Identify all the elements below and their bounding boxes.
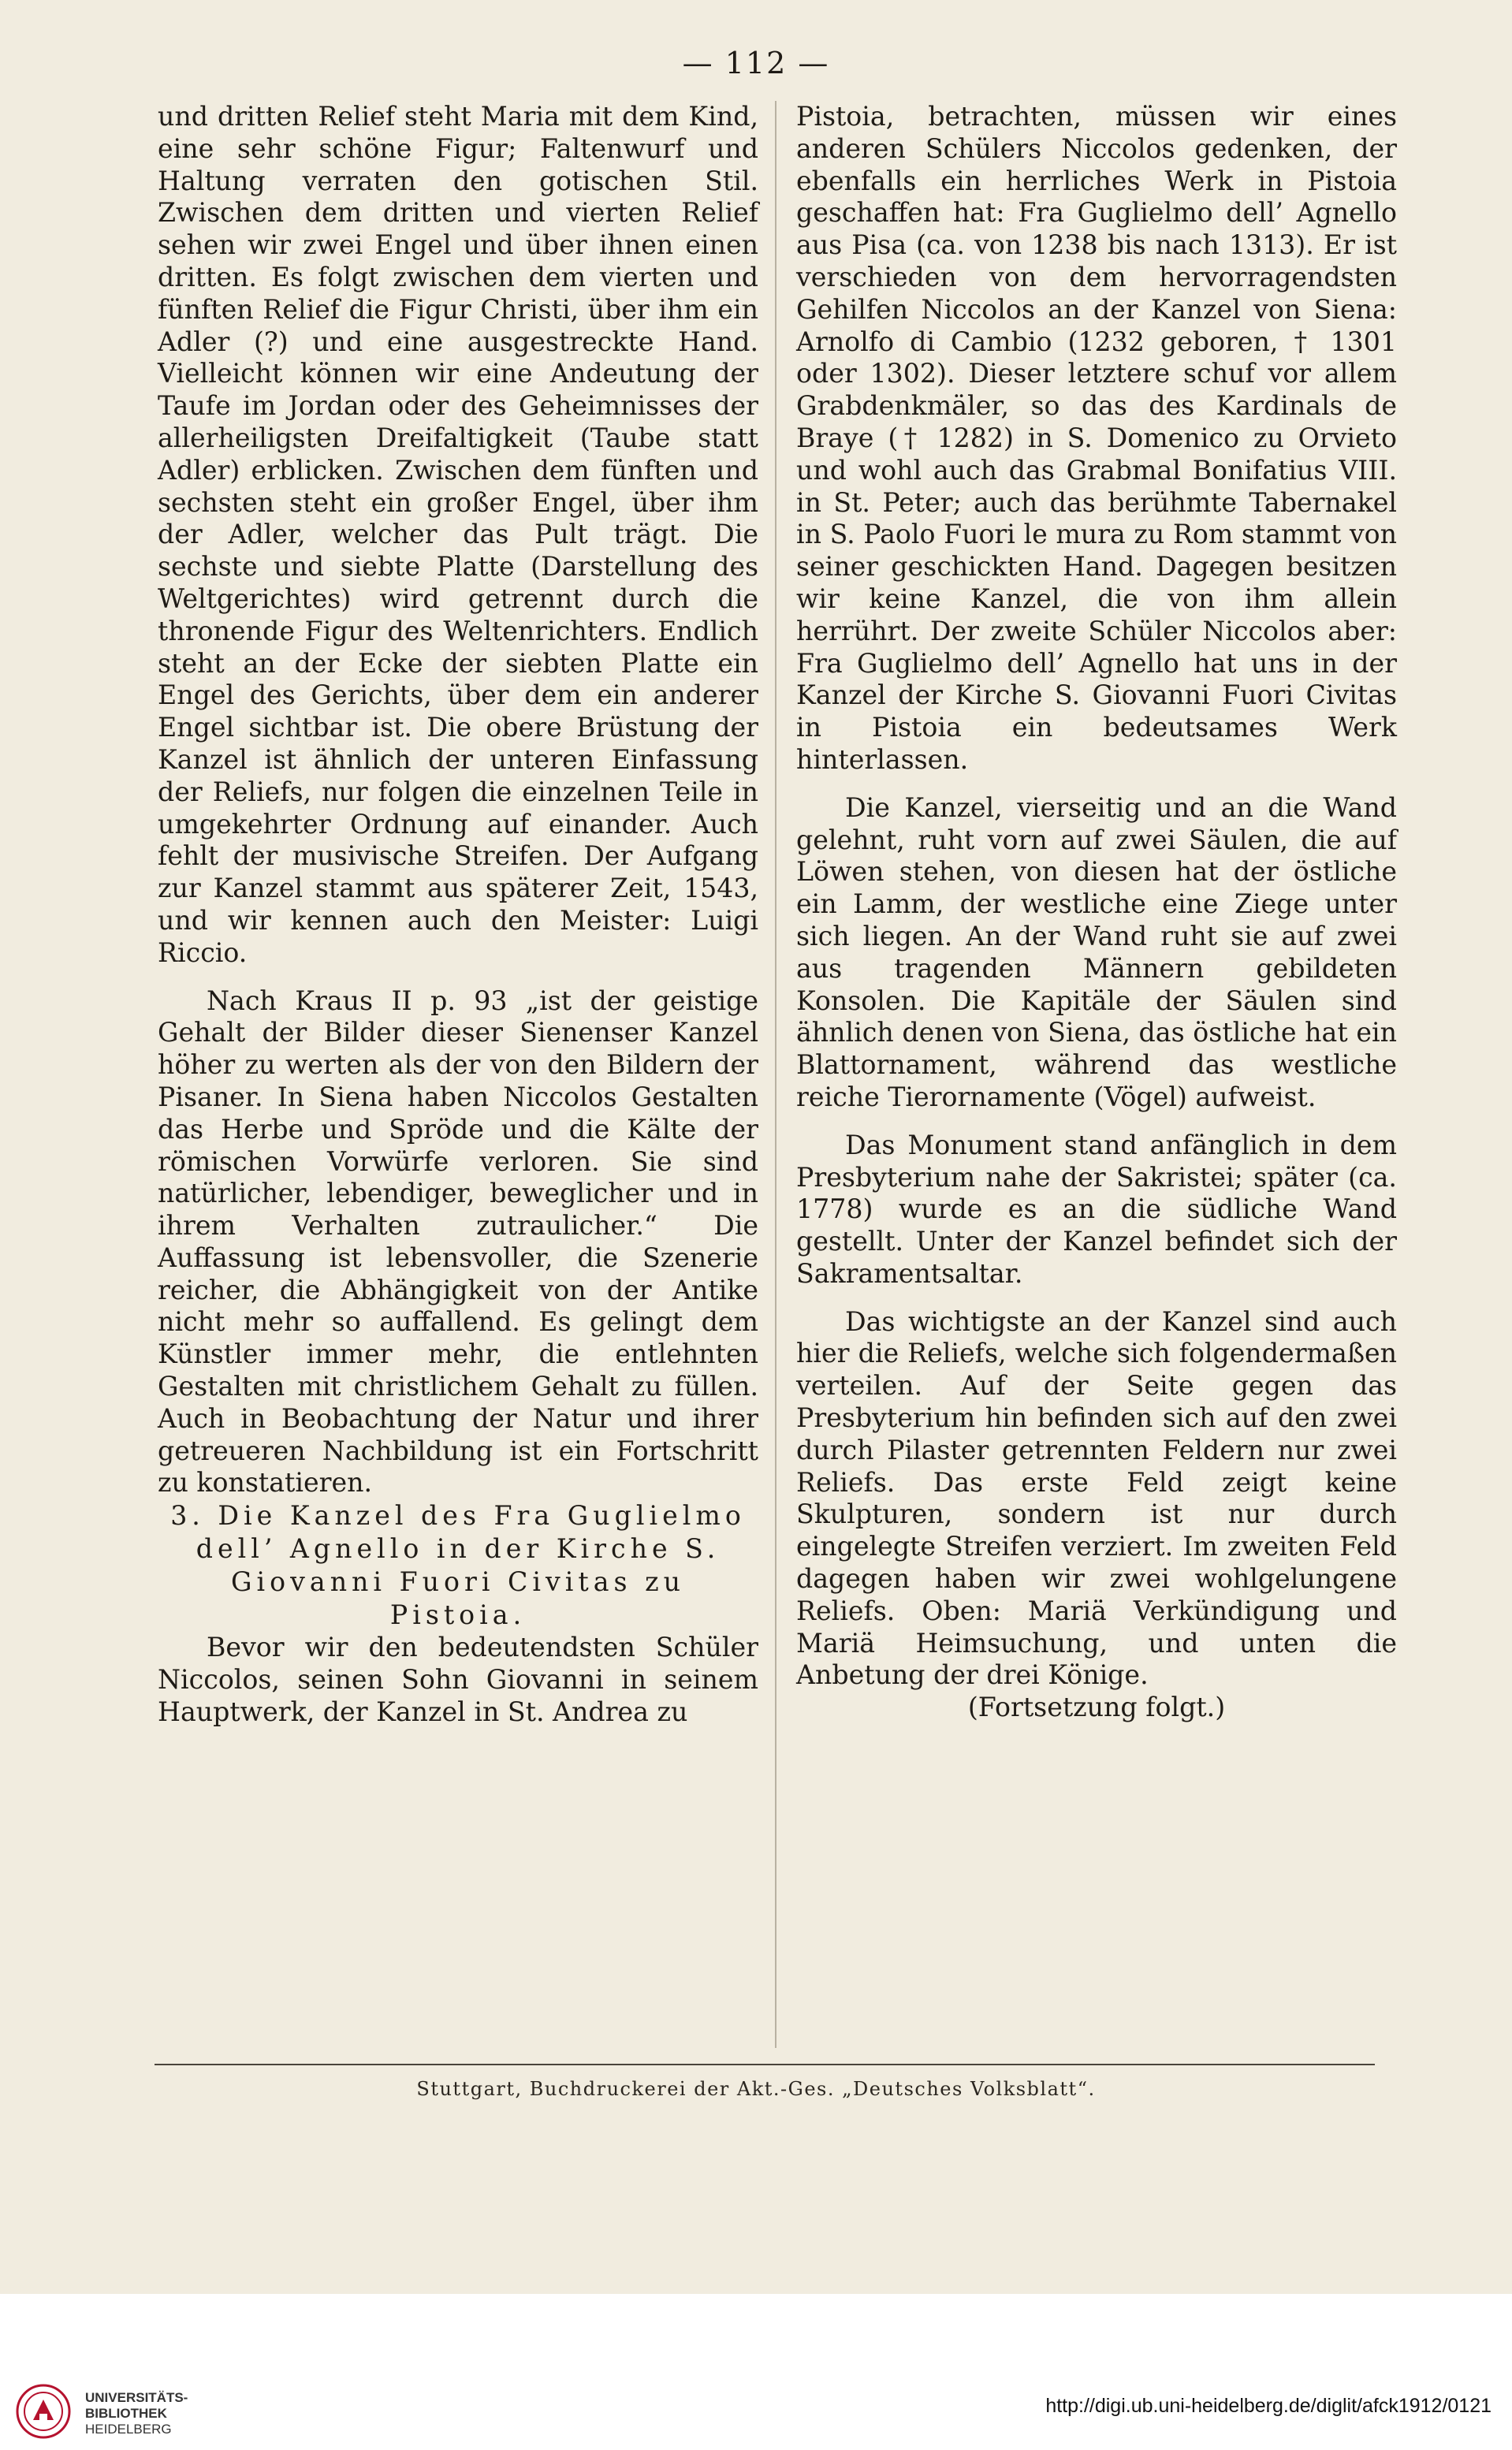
library-name [85,2390,188,2437]
permalink-url[interactable]: http://digi.ub.uni-heidelberg.de/diglit/afck1912/0121 [1045,2395,1492,2417]
paragraph: Das wichtigste an der Kanzel sind auch hier die Reliefs, welche sich folgendermaßen verteilen. Auf der Seite gegen das Presbyterium hin befinden sich auf den zwei durch Pilaster getrennten Feldern nur zwei Reliefs. Das erste Feld zeigt keine Skulpturen, sondern ist nur durch eingelegte Streifen verziert. Im zweiten Feld dagegen haben wir zwei wohlgelungene Reliefs. Oben: Mariä Verkündigung und Mariä Heimsuchung, und unten die Anbetung der drei Könige. [796,1305,1397,1691]
column-divider [775,101,776,2048]
paragraph: und dritten Relief steht Maria mit dem Kind, eine sehr schöne Figur; Faltenwurf und Haltung verraten den gotischen Stil. Zwischen dem dritten und vierten Relief sehen wir zwei Engel und über ihnen einen dritten. Es folgt zwischen dem vierten und fünften Relief die Figur Christi, über ihm ein Adler (?) und eine ausgestreckte Hand. Vielleicht können wir eine Andeutung der Taufe im Jordan oder des Geheimnisses der allerheiligsten Dreifaltigkeit (Taube statt Adler) erblicken. Zwischen dem fünften und sechsten steht ein großer Engel, über ihm der Adler, welcher das Pult trägt. Die sechste und siebte Platte (Darstellung des Weltgerichtes) wird getrennt durch die thronende Figur des Weltenrichters. Endlich steht an der Ecke der siebten Platte ein Engel des Gerichts, über dem ein anderer Engel sichtbar ist. Die obere Brüstung der Kanzel ist ähnlich der unteren Einfassung der Reliefs, nur folgen die einzelnen Teile in umgekehrter Ordnung auf einander. Auch fehlt der musivische Streifen. Der Aufgang zur Kanzel stammt aus späterer Zeit, 1543, und wir kennen auch den Meister: Luigi Riccio. [158,101,758,968]
heidelberg-university-seal-icon [16,2384,71,2439]
digitization-footer [0,2294,1512,2450]
paragraph: Das Monument stand anfänglich in dem Presbyterium nahe der Sakristei; später (ca. 1778) wurde es an die südliche Wand gestellt. Unter der Kanzel befindet sich der Sakramentsaltar. [796,1129,1397,1289]
footer-rule [155,2064,1375,2065]
library-name-line: BIBLIOTHEK [85,2406,167,2421]
right-column [796,101,1397,1724]
library-name-line: HEIDELBERG [85,2422,172,2437]
paragraph: Bevor wir den bedeutendsten Schüler Niccolos, seinen Sohn Giovanni in seinem Hauptwerk, der Kanzel in St. Andrea zu [158,1632,758,1727]
page-number: — 112 — [682,46,830,80]
paragraph: Nach Kraus II p. 93 „ist der geistige Gehalt der Bilder dieser Sienenser Kanzel höher zu werten als der von den Bildern der Pisaner. In Siena haben Niccolos Gestalten das Herbe und Spröde und die Kälte der römischen Vorwürfe verloren. Sie sind natürlicher, lebendiger, beweglicher und in ihrem Verhalten zutraulicher.“ Die Auffassung ist lebensvoller, die Szenerie reicher, die Abhängigkeit von der Antike nicht mehr so auffallend. Es gelingt dem Künstler immer mehr, die entlehnten Gestalten mit christlichem Gehalt zu füllen. Auch in Beobachtung der Natur und ihrer getreueren Nachbildung ist ein Fortschritt zu konstatieren. [158,985,758,1499]
section-heading: 3. Die Kanzel des Fra Guglielmo dell’ Agnello in der Kirche S. Giovanni Fuori Civitas zu Pistoia. [170,1500,746,1631]
paragraph: Pistoia, betrachten, müssen wir eines anderen Schülers Niccolos gedenken, der ebenfalls ein herrliches Werk in Pistoia geschaffen hat: Fra Guglielmo dell’ Agnello aus Pisa (ca. von 1238 bis nach 1313). Er ist verschieden von dem hervorragendsten Gehilfen Niccolos an der Kanzel von Siena: Arnolfo di Cambio (1232 geboren, † 1301 oder 1302). Dieser letztere schuf vor allem Grabdenkmäler, so das des Kardinals de Braye († 1282) in S. Domenico zu Orvieto und wohl auch das Grabmal Bonifatius VIII. in St. Peter; auch das berühmte Tabernakel in S. Paolo Fuori le mura zu Rom stammt von seiner geschickten Hand. Dagegen besitzen wir keine Kanzel, die von ihm allein herrührt. Der zweite Schüler Niccolos aber: Fra Guglielmo dell’ Agnello hat uns in der Kanzel der Kirche S. Giovanni Fuori Civitas in Pistoia ein bedeutsames Werk hinterlassen. [796,101,1397,775]
paragraph: Die Kanzel, vierseitig und an die Wand gelehnt, ruht vorn auf zwei Säulen, die auf Löwen stehen, von diesen hat der östliche ein Lamm, der westliche eine Ziege unter sich liegen. An der Wand ruht sie auf zwei aus tragenden Männern gebildeten Konsolen. Die Kapitäle der Säulen sind ähnlich denen von Siena, das östliche hat ein Blattornament, während das westliche reiche Tierornamente (Vögel) aufweist. [796,791,1397,1112]
left-column [158,101,758,1729]
continuation-note: (Fortsetzung folgt.) [967,1692,1226,1723]
library-name-line: UNIVERSITÄTS- [85,2390,188,2405]
printer-imprint: Stuttgart, Buchdruckerei der Akt.-Ges. „Deutsches Volksblatt“. [416,2078,1096,2100]
